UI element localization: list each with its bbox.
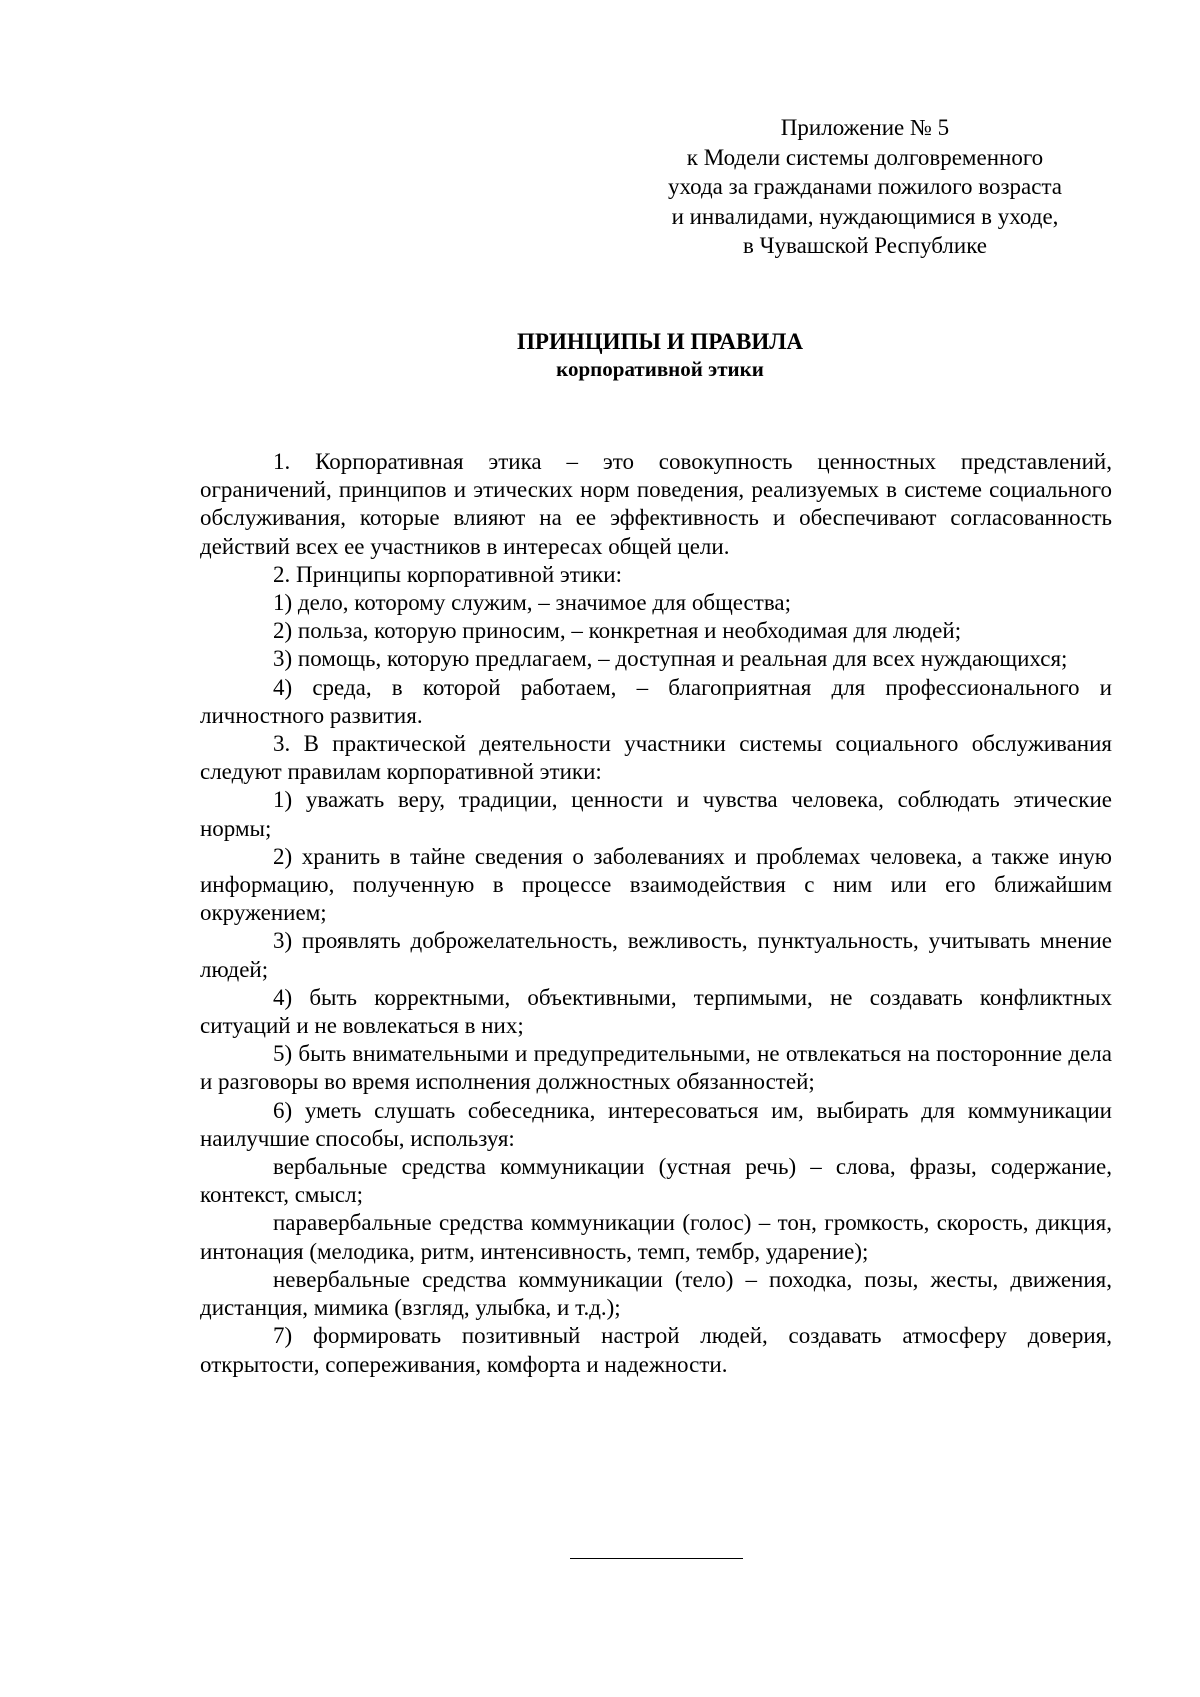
paragraph: 3. В практической деятельности участники системы социального обслуживания следуют правилам корпоративной этики: bbox=[200, 731, 1112, 785]
paragraph: паравербальные средства коммуникации (голос) – тон, громкость, скорость, дикция, интонация (мелодика, ритм, интенсивность, темп, тембр, ударение); bbox=[200, 1210, 1112, 1264]
paragraph: 3) проявлять доброжелательность, вежливость, пунктуальность, учитывать мнение людей; bbox=[200, 928, 1112, 982]
paragraph: 4) среда, в которой работаем, – благоприятная для профессионального и личностного развития. bbox=[200, 674, 1112, 728]
paragraph: 7) формировать позитивный настрой людей, создавать атмосферу доверия, открытости, сопереживания, комфорта и надежности. bbox=[200, 1323, 1112, 1377]
appendix-line: в Чувашской Республике bbox=[742, 233, 987, 258]
title-main: ПРИНЦИПЫ И ПРАВИЛА bbox=[517, 329, 803, 354]
paragraph: 1. Корпоративная этика – это совокупность ценностных представлений, ограничений, принципов и этических норм поведения, реализуемых в системе социального обслуживания, которые влияют на ее эффективность и обеспечивают согласованность действий всех ее участников в интересах общей цели. bbox=[200, 449, 1112, 559]
title-subtitle: корпоративной этики bbox=[556, 357, 764, 381]
paragraph: 2. Принципы корпоративной этики: bbox=[273, 561, 622, 587]
appendix-line: ухода за гражданами пожилого возраста bbox=[667, 174, 1062, 199]
paragraph: невербальные средства коммуникации (тело) – походка, позы, жесты, движения, дистанция, мимика (взгляд, улыбка, и т.д.); bbox=[200, 1266, 1112, 1321]
paragraph: 2) хранить в тайне сведения о заболеваниях и проблемах человека, а также иную информацию, полученную в процессе взаимодействия с ним или его ближайшим окружением; bbox=[200, 843, 1112, 926]
paragraph: 5) быть внимательными и предупредительными, не отвлекаться на посторонние дела и разговоры во время исполнения должностных обязанностей; bbox=[200, 1041, 1112, 1095]
appendix-line: Приложение № 5 bbox=[780, 115, 950, 140]
paragraph: 2) польза, которую приносим, – конкретная и необходимая для людей; bbox=[273, 618, 962, 644]
document-title bbox=[200, 328, 1120, 382]
document-body bbox=[200, 448, 1112, 1379]
paragraph: 6) уметь слушать собеседника, интересоваться им, выбирать для коммуникации наилучшие способы, используя: bbox=[200, 1097, 1112, 1151]
paragraph: вербальные средства коммуникации (устная речь) – слова, фразы, содержание, контекст, смысл; bbox=[200, 1154, 1112, 1208]
appendix-line: и инвалидами, нуждающимися в уходе, bbox=[671, 203, 1059, 229]
paragraph: 1) дело, которому служим, – значимое для общества; bbox=[273, 590, 791, 616]
appendix-note bbox=[630, 113, 1100, 261]
paragraph: 3) помощь, которую предлагаем, – доступная и реальная для всех нуждающихся; bbox=[273, 646, 1068, 672]
end-divider-line bbox=[570, 1558, 743, 1559]
paragraph: 4) быть корректными, объективными, терпимыми, не создавать конфликтных ситуаций и не вовлекаться в них; bbox=[200, 984, 1112, 1039]
appendix-line: к Модели системы долговременного bbox=[686, 144, 1044, 170]
paragraph: 1) уважать веру, традиции, ценности и чувства человека, соблюдать этические нормы; bbox=[200, 787, 1112, 841]
